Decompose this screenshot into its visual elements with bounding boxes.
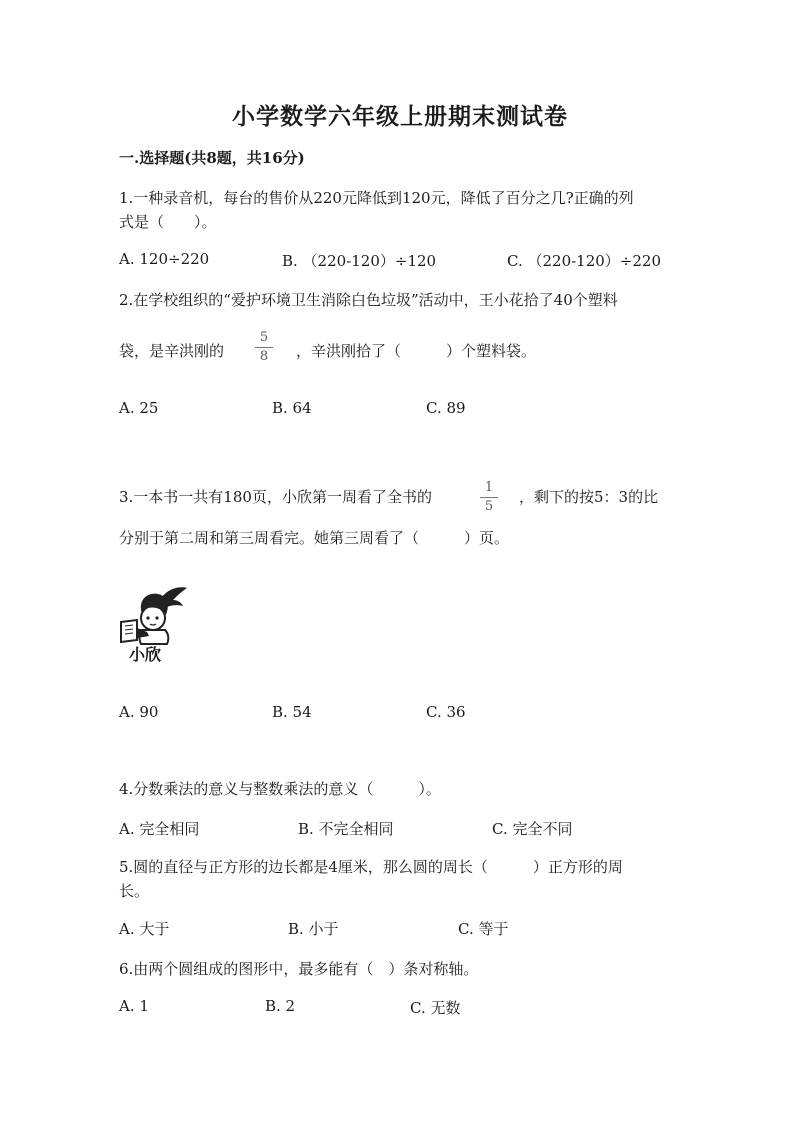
page-title: 小学数学六年级上册期末测试卷 [232,103,568,130]
q5-option-c: C. 等于 [458,920,509,938]
question-2-line-2-a: 袋，是辛洪刚的 [119,342,225,360]
question-5-line-1: 5.圆的直径与正方形的边长都是4厘米，那么圆的周长（ ）正方形的周 [119,858,623,876]
q6-option-a: A. 1 [119,997,149,1015]
q4-option-c: C. 完全不同 [492,820,573,838]
q3-option-a: A. 90 [119,703,159,721]
question-1-line-1: 1.一种录音机，每台的售价从220元降低到120元，降低了百分之几?正确的列 [119,189,634,207]
q6-option-b: B. 2 [265,997,296,1015]
question-2-line-1: 2.在学校组织的“爱护环境卫生消除白色垃圾”活动中，王小花拾了40个塑料 [119,291,618,309]
q5-option-a: A. 大于 [119,920,170,938]
question-2-line-2-b: ，辛洪刚拾了（ ）个塑料袋。 [296,342,537,360]
q6-option-c: C. 无数 [410,999,461,1017]
q2-fraction [255,331,273,364]
image-caption: 小欣 [129,645,162,664]
fraction-bar [480,497,498,498]
q2-option-c: C. 89 [426,399,466,417]
q3-option-b: B. 54 [272,703,312,721]
q3-option-c: C. 36 [426,703,466,721]
q2-option-b: B. 64 [272,399,312,417]
q2-fraction-numerator: 5 [259,330,269,345]
q2-fraction-denominator: 8 [259,349,269,364]
question-1-line-2: 式是（ ）。 [119,213,217,231]
question-3-line-2: 分别于第二周和第三周看完。她第三周看了（ ）页。 [119,529,510,547]
section-heading: 一.选择题(共8题，共16分) [119,149,305,167]
q3-fraction-denominator: 5 [484,499,494,514]
question-3-line-1-a: 3.一本书一共有180页，小欣第一周看了全书的 [119,488,432,506]
q3-fraction-numerator: 1 [484,480,494,495]
q1-option-c: C. （220-120）÷220 [507,252,662,270]
question-3-line-1-b: ，剩下的按5：3的比 [519,488,659,506]
q1-option-b: B. （220-120）÷120 [282,252,437,270]
q5-option-b: B. 小于 [288,920,339,938]
q4-option-a: A. 完全相同 [119,820,200,838]
q4-option-b: B. 不完全相同 [298,820,394,838]
question-6-line-1: 6.由两个圆组成的图形中，最多能有（ ）条对称轴。 [119,960,479,978]
q2-option-a: A. 25 [119,399,159,417]
question-4-line-1: 4.分数乘法的意义与整数乘法的意义（ ）。 [119,780,441,798]
q3-fraction [480,481,498,514]
girl-reading-icon [117,584,192,646]
girl-reading-illustration [117,584,192,664]
fraction-bar [255,347,273,348]
question-5-line-2: 长。 [119,882,150,900]
q1-option-a: A. 120÷220 [119,250,210,268]
